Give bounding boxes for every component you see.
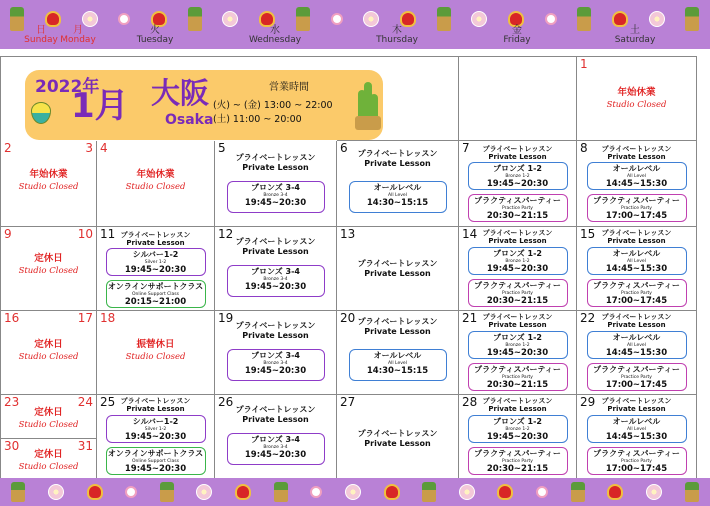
plum-blossom-icon bbox=[48, 484, 64, 500]
day-cell-30-31 bbox=[1, 439, 97, 479]
date-number: 14 bbox=[462, 227, 478, 241]
daruma-icon bbox=[384, 484, 400, 500]
flower-icon bbox=[118, 13, 130, 25]
bottom-decoration-band bbox=[0, 478, 710, 506]
hours-weekday: (火) ~ (金) 13:00 ~ 22:00 bbox=[213, 100, 333, 111]
class-box-bronze34[interactable]: ブロンズ 3-4 Bronze 3-4 19:45~20:30 bbox=[227, 265, 325, 297]
kadomatsu-icon bbox=[11, 482, 25, 502]
private-lesson-label: プライベートレッスン Private Lesson bbox=[235, 153, 316, 172]
city-en-label: Osaka bbox=[165, 112, 214, 128]
day-cell-6 bbox=[337, 141, 459, 227]
private-lesson-label: プライベートレッスン Private Lesson bbox=[357, 429, 438, 448]
date-number: 27 bbox=[340, 395, 356, 409]
date-number: 24 bbox=[77, 395, 93, 409]
day-cell-29 bbox=[577, 395, 697, 479]
class-box-practice-party[interactable]: プラクティスパーティー Practice Party 17:00~17:45 bbox=[587, 279, 687, 307]
day-cell-1 bbox=[577, 57, 697, 141]
class-box-bronze12[interactable]: ブロンズ 1-2 Bronze 1-2 19:45~20:30 bbox=[468, 162, 568, 190]
date-number: 2 bbox=[4, 141, 12, 155]
date-number: 25 bbox=[100, 395, 116, 409]
closure-note: 振替休日 Studio Closed bbox=[125, 339, 186, 362]
spinning-top-icon bbox=[31, 102, 51, 124]
class-box-bronze12[interactable]: ブロンズ 1-2 Bronze 1-2 19:45~20:30 bbox=[468, 331, 568, 359]
daruma-icon bbox=[607, 484, 623, 500]
flower-icon bbox=[310, 486, 322, 498]
decoration-row bbox=[0, 478, 710, 506]
private-lesson-label: プライベートレッスン Private Lesson bbox=[482, 397, 553, 413]
day-header-friday: 金 Friday bbox=[503, 25, 531, 45]
private-lesson-label: プライベートレッスン Private Lesson bbox=[120, 397, 191, 413]
kadomatsu-icon bbox=[274, 482, 288, 502]
kadomatsu-icon bbox=[160, 482, 174, 502]
flower-icon bbox=[331, 13, 343, 25]
plum-blossom-icon bbox=[345, 484, 361, 500]
day-cell-28 bbox=[459, 395, 577, 479]
class-box-practice-party[interactable]: プラクティスパーティー Practice Party 17:00~17:45 bbox=[587, 363, 687, 391]
private-lesson-label: プライベートレッスン Private Lesson bbox=[120, 231, 191, 247]
day-cell-21 bbox=[459, 311, 577, 395]
day-cell-20 bbox=[337, 311, 459, 395]
date-number: 5 bbox=[218, 141, 226, 155]
day-cell-11 bbox=[97, 227, 215, 311]
date-number: 1 bbox=[580, 57, 588, 71]
closure-note: 定休日 Studio Closed bbox=[18, 339, 79, 362]
closure-note: 定休日 Studio Closed bbox=[18, 449, 79, 472]
private-lesson-label: プライベートレッスン Private Lesson bbox=[235, 405, 316, 424]
day-cell-8 bbox=[577, 141, 697, 227]
plum-blossom-icon bbox=[196, 484, 212, 500]
private-lesson-label: プライベートレッスン Private Lesson bbox=[482, 313, 553, 329]
plum-blossom-icon bbox=[222, 11, 238, 27]
flower-icon bbox=[545, 13, 557, 25]
date-number: 30 bbox=[4, 439, 20, 453]
private-lesson-label: プライベートレッスン Private Lesson bbox=[235, 321, 316, 340]
day-header-thursday: 木 Thursday bbox=[376, 25, 418, 45]
day-cell-4 bbox=[97, 141, 215, 227]
day-cell-7 bbox=[459, 141, 577, 227]
day-cell-27 bbox=[337, 395, 459, 479]
class-box-bronze34[interactable]: ブロンズ 3-4 Bronze 3-4 19:45~20:30 bbox=[227, 181, 325, 213]
day-cell-2-3 bbox=[1, 141, 97, 227]
daruma-icon bbox=[87, 484, 103, 500]
day-cell-26 bbox=[215, 395, 337, 479]
class-box-bronze34[interactable]: ブロンズ 3-4 Bronze 3-4 19:45~20:30 bbox=[227, 349, 325, 381]
class-box-online-support[interactable]: オンラインサポートクラス Online Support Class 19:45~20:30 bbox=[106, 447, 206, 475]
kadomatsu-icon bbox=[571, 482, 585, 502]
date-number: 12 bbox=[218, 227, 234, 241]
class-box-online-support[interactable]: オンラインサポートクラス Online Support Class 20:15~21:00 bbox=[106, 280, 206, 308]
private-lesson-label: プライベートレッスン Private Lesson bbox=[357, 149, 438, 168]
date-number: 22 bbox=[580, 311, 596, 325]
kadomatsu-icon bbox=[685, 482, 699, 502]
flower-icon bbox=[125, 486, 137, 498]
date-number: 19 bbox=[218, 311, 234, 325]
date-number: 23 bbox=[4, 395, 20, 409]
private-lesson-label: プライベートレッスン Private Lesson bbox=[482, 145, 553, 161]
class-box-bronze34[interactable]: ブロンズ 3-4 Bronze 3-4 19:45~20:30 bbox=[227, 433, 325, 465]
closure-note: 定休日 Studio Closed bbox=[18, 253, 79, 276]
private-lesson-label: プライベートレッスン Private Lesson bbox=[601, 229, 672, 245]
plum-blossom-icon bbox=[363, 11, 379, 27]
class-box-practice-party[interactable]: プラクティスパーティー Practice Party 20:30~21:15 bbox=[468, 194, 568, 222]
day-cell-9-10 bbox=[1, 227, 97, 311]
date-number: 17 bbox=[77, 311, 93, 325]
date-number: 3 bbox=[85, 141, 93, 155]
date-number: 20 bbox=[340, 311, 356, 325]
date-number: 9 bbox=[4, 227, 12, 241]
day-cell-15 bbox=[577, 227, 697, 311]
closure-note: 定休日 Studio Closed bbox=[18, 407, 79, 430]
private-lesson-label: プライベートレッスン Private Lesson bbox=[357, 259, 438, 278]
day-cell-25 bbox=[97, 395, 215, 479]
closure-note: 年始休業 Studio Closed bbox=[606, 87, 667, 110]
day-cell-19 bbox=[215, 311, 337, 395]
class-box-silver[interactable]: シルバー1-2 Silver 1-2 19:45~20:30 bbox=[106, 415, 206, 443]
day-header-saturday: 土 Saturday bbox=[614, 25, 656, 45]
class-box-practice-party[interactable]: プラクティスパーティー Practice Party 20:30~21:15 bbox=[468, 363, 568, 391]
daruma-icon bbox=[45, 11, 61, 27]
date-number: 13 bbox=[340, 227, 356, 241]
daruma-icon bbox=[235, 484, 251, 500]
private-lesson-label: プライベートレッスン Private Lesson bbox=[235, 237, 316, 256]
private-lesson-label: プライベートレッスン Private Lesson bbox=[601, 397, 672, 413]
day-cell-18 bbox=[97, 311, 215, 395]
daruma-icon bbox=[497, 484, 513, 500]
day-cell-16-17 bbox=[1, 311, 97, 395]
date-number: 26 bbox=[218, 395, 234, 409]
month-banner bbox=[25, 70, 383, 140]
class-box-bronze12[interactable]: ブロンズ 1-2 Bronze 1-2 19:45~20:30 bbox=[468, 415, 568, 443]
date-number: 29 bbox=[580, 395, 596, 409]
date-number: 18 bbox=[100, 311, 116, 325]
plum-blossom-icon bbox=[646, 484, 662, 500]
date-number: 7 bbox=[462, 141, 470, 155]
daruma-icon bbox=[612, 11, 628, 27]
date-number: 28 bbox=[462, 395, 478, 409]
year-label: 2022年 bbox=[35, 77, 100, 97]
plum-blossom-icon bbox=[471, 11, 487, 27]
class-box-all-level[interactable]: オールレベル All Level 14:45~15:30 bbox=[587, 247, 687, 275]
hours-title: 営業時間 bbox=[269, 82, 309, 93]
day-cell-13 bbox=[337, 227, 459, 311]
day-header-sunday: 日 Sunday bbox=[24, 25, 58, 45]
class-box-all-level[interactable]: オールレベル All Level 14:30~15:15 bbox=[349, 181, 447, 213]
day-cell-22 bbox=[577, 311, 697, 395]
date-number: 11 bbox=[100, 227, 116, 241]
private-lesson-label: プライベートレッスン Private Lesson bbox=[601, 145, 672, 161]
plum-blossom-icon bbox=[649, 11, 665, 27]
plum-blossom-icon bbox=[82, 11, 98, 27]
hours-saturday: (土) 11:00 ~ 20:00 bbox=[213, 114, 302, 125]
closure-note: 年始休業 Studio Closed bbox=[125, 169, 186, 192]
class-box-all-level[interactable]: オールレベル All Level 14:45~15:30 bbox=[587, 415, 687, 443]
private-lesson-label: プライベートレッスン Private Lesson bbox=[482, 229, 553, 245]
city-label: 大阪 bbox=[151, 76, 210, 110]
day-header-wednesday: 水 Wednesday bbox=[248, 25, 302, 45]
date-number: 21 bbox=[462, 311, 478, 325]
private-lesson-label: プライベートレッスン Private Lesson bbox=[601, 313, 672, 329]
kadomatsu-icon bbox=[353, 80, 383, 130]
date-number: 4 bbox=[100, 141, 108, 155]
class-box-all-level[interactable]: オールレベル All Level 14:30~15:15 bbox=[349, 349, 447, 381]
class-box-practice-party[interactable]: プラクティスパーティー Practice Party 20:30~21:15 bbox=[468, 279, 568, 307]
class-box-all-level[interactable]: オールレベル All Level 14:45~15:30 bbox=[587, 162, 687, 190]
class-box-practice-party[interactable]: プラクティスパーティー Practice Party 17:00~17:45 bbox=[587, 447, 687, 475]
plum-blossom-icon bbox=[459, 484, 475, 500]
class-box-practice-party[interactable]: プラクティスパーティー Practice Party 17:00~17:45 bbox=[587, 194, 687, 222]
class-box-all-level[interactable]: オールレベル All Level 14:45~15:30 bbox=[587, 331, 687, 359]
date-number: 15 bbox=[580, 227, 596, 241]
date-number: 8 bbox=[580, 141, 588, 155]
day-cell-23-24 bbox=[1, 395, 97, 439]
day-cell-14 bbox=[459, 227, 577, 311]
class-box-bronze12[interactable]: ブロンズ 1-2 Bronze 1-2 19:45~20:30 bbox=[468, 247, 568, 275]
month-label: 1月 bbox=[71, 86, 129, 126]
private-lesson-label: プライベートレッスン Private Lesson bbox=[357, 317, 438, 336]
closure-note: 年始休業 Studio Closed bbox=[18, 169, 79, 192]
class-box-silver[interactable]: シルバー1-2 Silver 1-2 19:45~20:30 bbox=[106, 248, 206, 276]
date-number: 6 bbox=[340, 141, 348, 155]
date-number: 16 bbox=[4, 311, 20, 325]
day-header-monday: 月 Monday bbox=[60, 25, 96, 45]
day-cell-5 bbox=[215, 141, 337, 227]
date-number: 31 bbox=[77, 439, 93, 453]
kadomatsu-icon bbox=[422, 482, 436, 502]
class-box-practice-party[interactable]: プラクティスパーティー Practice Party 20:30~21:15 bbox=[468, 447, 568, 475]
day-header-tuesday: 火 Tuesday bbox=[136, 25, 174, 45]
day-cell-12 bbox=[215, 227, 337, 311]
daruma-icon bbox=[400, 11, 416, 27]
empty-cell bbox=[459, 57, 577, 141]
date-number: 10 bbox=[77, 227, 93, 241]
flower-icon bbox=[536, 486, 548, 498]
